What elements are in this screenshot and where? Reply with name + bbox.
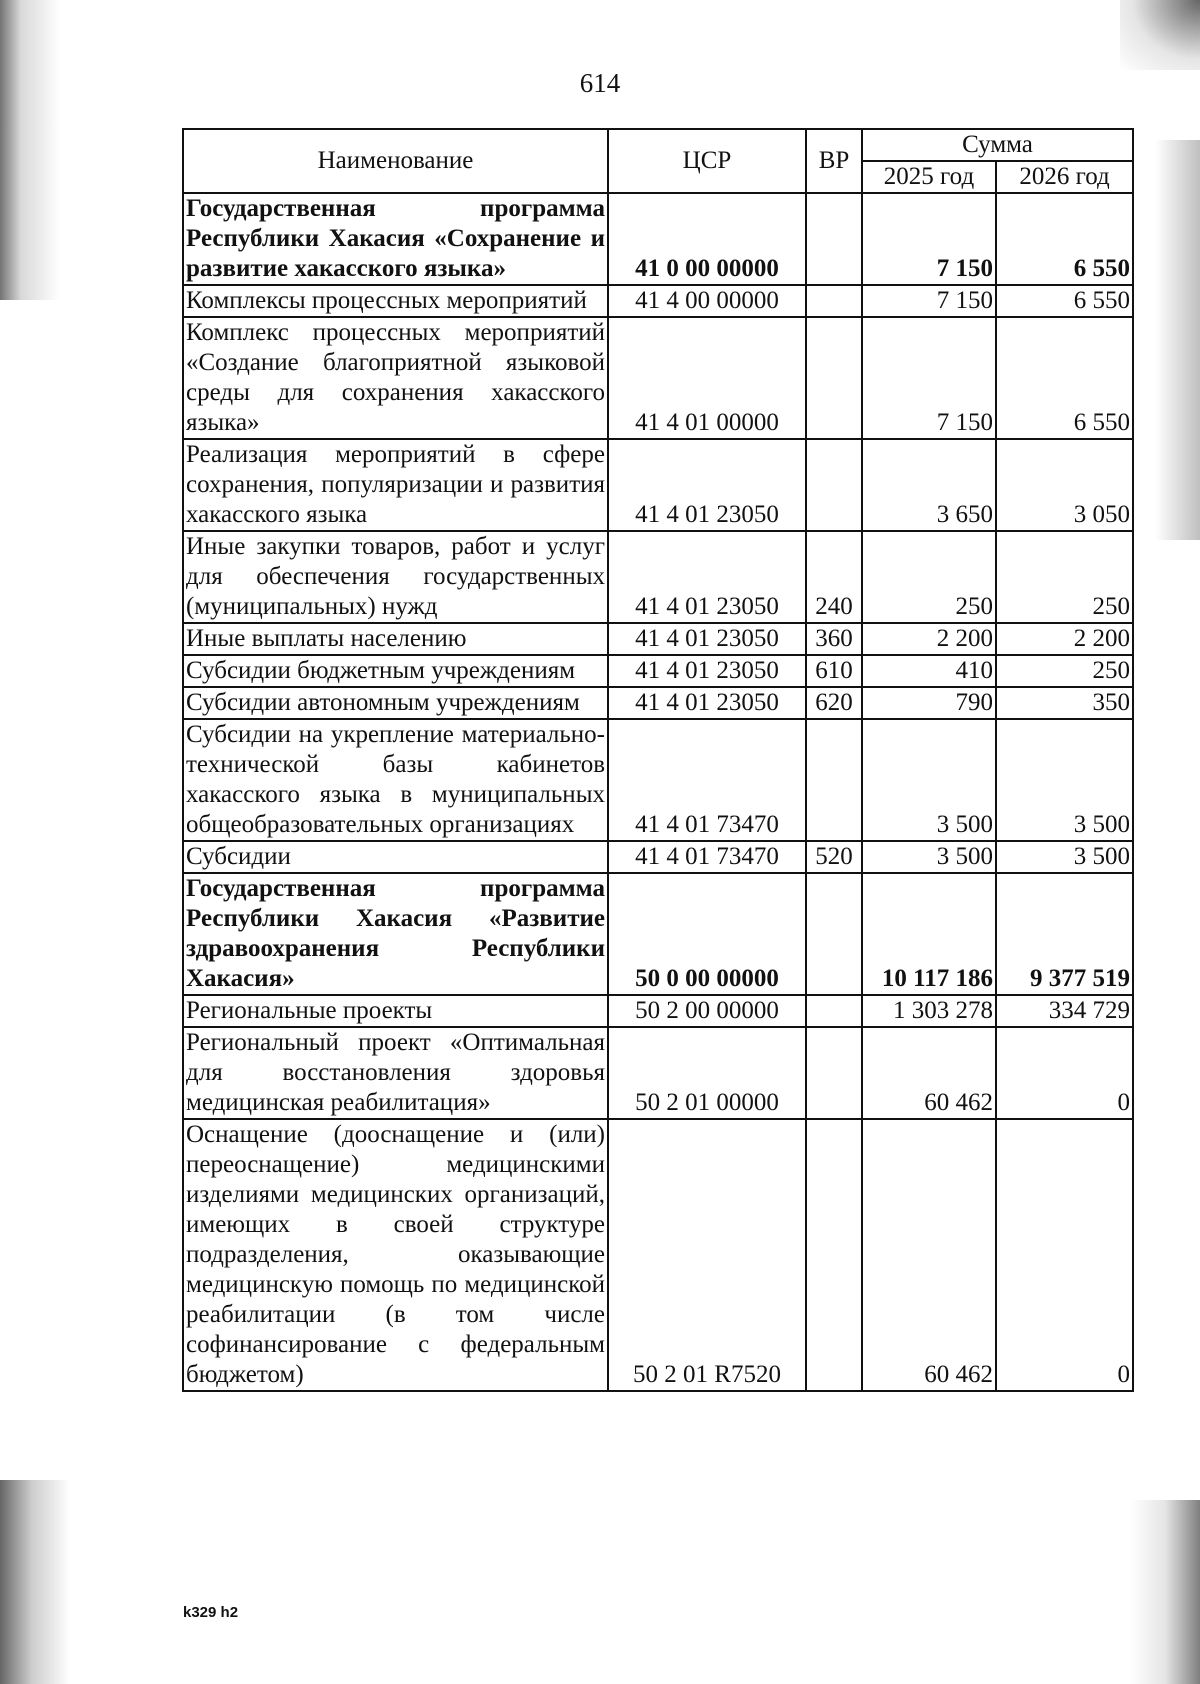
scan-shadow-bottom-right <box>1130 1500 1200 1684</box>
row-sum-2026: 350 <box>996 687 1133 719</box>
row-csr: 41 4 01 23050 <box>608 439 806 531</box>
row-name: Региональный проект «Оптимальная для восстановления здоровья медицинская реабилитация» <box>183 1027 608 1119</box>
row-sum-2026: 9 377 519 <box>996 873 1133 995</box>
row-vr: 610 <box>806 655 862 687</box>
row-sum-2025: 250 <box>862 531 996 623</box>
row-sum-2026: 3 050 <box>996 439 1133 531</box>
table-header <box>183 129 1133 193</box>
row-vr <box>806 1027 862 1119</box>
row-sum-2026: 6 550 <box>996 317 1133 439</box>
table-row <box>183 1027 1133 1119</box>
table-row <box>183 1119 1133 1391</box>
table-row <box>183 193 1133 285</box>
row-vr: 240 <box>806 531 862 623</box>
row-sum-2025: 1 303 278 <box>862 995 996 1027</box>
row-sum-2025: 790 <box>862 687 996 719</box>
row-vr <box>806 193 862 285</box>
row-vr: 360 <box>806 623 862 655</box>
row-csr: 50 2 00 00000 <box>608 995 806 1027</box>
scan-shadow-bottom-left <box>0 1480 70 1684</box>
row-name: Субсидии на укрепление материально-технической базы кабинетов хакасского языка в муниципальных общеобразовательных организациях <box>183 719 608 841</box>
row-vr <box>806 439 862 531</box>
header-name: Наименование <box>183 129 608 193</box>
row-sum-2025: 7 150 <box>862 317 996 439</box>
header-csr: ЦСР <box>608 129 806 193</box>
table-row <box>183 655 1133 687</box>
row-sum-2025: 7 150 <box>862 285 996 317</box>
row-name: Субсидии автономным учреждениям <box>183 687 608 719</box>
row-csr: 50 2 01 00000 <box>608 1027 806 1119</box>
row-name: Оснащение (дооснащение и (или) переоснащение) медицинскими изделиями медицинских организаций, имеющих в своей структуре подразделения, оказывающие медицинскую помощь по медицинской реабилитации (в том числе софинансирование с федеральным бюджетом) <box>183 1119 608 1391</box>
page-number: 614 <box>579 68 621 98</box>
header-year-2025: 2025 год <box>862 161 996 193</box>
row-sum-2026: 334 729 <box>996 995 1133 1027</box>
row-sum-2026: 3 500 <box>996 719 1133 841</box>
row-sum-2025: 7 150 <box>862 193 996 285</box>
table-row <box>183 623 1133 655</box>
row-sum-2025: 60 462 <box>862 1119 996 1391</box>
table-row <box>183 719 1133 841</box>
table-row <box>183 687 1133 719</box>
row-csr: 50 2 01 R7520 <box>608 1119 806 1391</box>
row-sum-2025: 10 117 186 <box>862 873 996 995</box>
table-row <box>183 439 1133 531</box>
row-vr <box>806 873 862 995</box>
row-sum-2025: 410 <box>862 655 996 687</box>
row-name: Иные выплаты населению <box>183 623 608 655</box>
row-name: Государственная программа Республики Хакасия «Развитие здравоохранения Республики Хакасия» <box>183 873 608 995</box>
header-sum: Сумма <box>862 129 1133 161</box>
row-csr: 41 4 01 23050 <box>608 531 806 623</box>
row-csr: 41 4 01 23050 <box>608 655 806 687</box>
row-sum-2026: 6 550 <box>996 285 1133 317</box>
row-csr: 41 4 01 73470 <box>608 841 806 873</box>
footer-code: k329 h2 <box>183 1604 239 1621</box>
header-vr: ВР <box>806 129 862 193</box>
row-sum-2026: 250 <box>996 655 1133 687</box>
row-sum-2026: 250 <box>996 531 1133 623</box>
scan-shadow-right <box>1155 140 1200 540</box>
row-csr: 41 4 00 00000 <box>608 285 806 317</box>
row-csr: 41 4 01 00000 <box>608 317 806 439</box>
row-name: Государственная программа Республики Хакасия «Сохранение и развитие хакасского языка» <box>183 193 608 285</box>
table-row <box>183 873 1133 995</box>
table-body <box>183 193 1133 1391</box>
scan-shadow-top-right <box>1120 0 1200 70</box>
row-vr <box>806 995 862 1027</box>
header-year-2026: 2026 год <box>996 161 1133 193</box>
row-vr: 520 <box>806 841 862 873</box>
row-name: Реализация мероприятий в сфере сохранения, популяризации и развития хакасского языка <box>183 439 608 531</box>
table-row <box>183 841 1133 873</box>
budget-table <box>182 128 1134 1392</box>
row-name: Иные закупки товаров, работ и услуг для обеспечения государственных (муниципальных) нужд <box>183 531 608 623</box>
table-row <box>183 285 1133 317</box>
row-sum-2026: 0 <box>996 1027 1133 1119</box>
table-row <box>183 995 1133 1027</box>
row-vr <box>806 1119 862 1391</box>
row-sum-2026: 2 200 <box>996 623 1133 655</box>
row-sum-2025: 2 200 <box>862 623 996 655</box>
row-csr: 41 4 01 23050 <box>608 687 806 719</box>
row-sum-2025: 3 500 <box>862 719 996 841</box>
row-name: Комплекс процессных мероприятий «Создание благоприятной языковой среды для сохранения хакасского языка» <box>183 317 608 439</box>
row-name: Комплексы процессных мероприятий <box>183 285 608 317</box>
row-sum-2026: 6 550 <box>996 193 1133 285</box>
row-sum-2025: 3 650 <box>862 439 996 531</box>
row-name: Региональные проекты <box>183 995 608 1027</box>
table-row <box>183 531 1133 623</box>
row-name: Субсидии <box>183 841 608 873</box>
row-csr: 41 4 01 73470 <box>608 719 806 841</box>
row-vr <box>806 719 862 841</box>
row-csr: 50 0 00 00000 <box>608 873 806 995</box>
row-csr: 41 4 01 23050 <box>608 623 806 655</box>
table-row <box>183 317 1133 439</box>
row-sum-2026: 3 500 <box>996 841 1133 873</box>
row-sum-2025: 3 500 <box>862 841 996 873</box>
row-csr: 41 0 00 00000 <box>608 193 806 285</box>
row-sum-2026: 0 <box>996 1119 1133 1391</box>
row-vr: 620 <box>806 687 862 719</box>
row-sum-2025: 60 462 <box>862 1027 996 1119</box>
row-vr <box>806 285 862 317</box>
row-name: Субсидии бюджетным учреждениям <box>183 655 608 687</box>
row-vr <box>806 317 862 439</box>
scan-shadow-top-left <box>0 0 60 300</box>
